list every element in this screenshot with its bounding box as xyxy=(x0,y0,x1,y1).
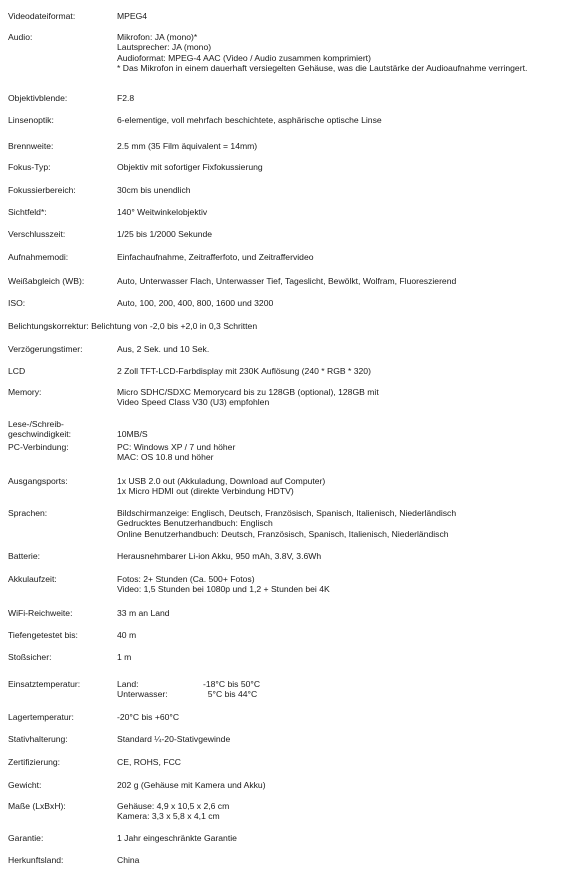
spec-value: F2.8 xyxy=(117,93,135,103)
spec-label: Ausgangsports: xyxy=(8,476,68,486)
spec-label: Gewicht: xyxy=(8,780,42,790)
spec-label: Lagertemperatur: xyxy=(8,712,74,722)
spec-value: Land: -18°C bis 50°C Unterwasser: 5°C bis 44°C xyxy=(117,679,261,700)
spec-label: Batterie: xyxy=(8,551,41,561)
spec-label: Akkulaufzeit: xyxy=(8,574,57,584)
spec-label: WiFi-Reichweite: xyxy=(8,608,73,618)
spec-label: ISO: xyxy=(8,298,26,308)
spec-value: Auto, Unterwasser Flach, Unterwasser Tief, Tageslicht, Bewölkt, Wolfram, Fluoreszierend xyxy=(117,276,457,286)
spec-value: Bildschirmanzeige: Englisch, Deutsch, Französisch, Spanisch, Italienisch, Niederländisch Gedrucktes Benutzerhandbuch: Englisch Online Benutzerhandbuch: Deutsch, Französisch, Spanisch, Italienisch, Niederländisch xyxy=(117,508,457,539)
spec-label: Belichtungskorrektur: Belichtung von -2,0 bis +2,0 in 0,3 Schritten xyxy=(8,321,258,331)
spec-label: Audio: xyxy=(8,32,33,42)
spec-value: 33 m an Land xyxy=(117,608,170,618)
spec-value: 30cm bis unendlich xyxy=(117,185,191,195)
spec-label: Videodateiformat: xyxy=(8,11,76,21)
spec-value: CE, ROHS, FCC xyxy=(117,757,181,767)
spec-label: Objektivblende: xyxy=(8,93,68,103)
spec-value: 6-elementige, voll mehrfach beschichtete, asphärische optische Linse xyxy=(117,115,382,125)
spec-value: 1 m xyxy=(117,652,132,662)
spec-value: Gehäuse: 4,9 x 10,5 x 2,6 cm Kamera: 3,3 x 5,8 x 4,1 cm xyxy=(117,801,230,822)
spec-value: Fotos: 2+ Stunden (Ca. 500+ Fotos) Video: 1,5 Stunden bei 1080p und 1,2 + Stunden bei 4K xyxy=(117,574,330,595)
spec-value: Aus, 2 Sek. und 10 Sek. xyxy=(117,344,210,354)
spec-label: PC-Verbindung: xyxy=(8,442,69,452)
spec-value: MPEG4 xyxy=(117,11,148,21)
spec-label: Fokussierbereich: xyxy=(8,185,76,195)
spec-value: 2 Zoll TFT-LCD-Farbdisplay mit 230K Auflösung (240 * RGB * 320) xyxy=(117,366,371,376)
spec-label: Lese-/Schreib- geschwindigkeit: xyxy=(8,419,72,440)
spec-value: 140° Weitwinkelobjektiv xyxy=(117,207,208,217)
spec-label: Sprachen: xyxy=(8,508,48,518)
spec-label: Linsenoptik: xyxy=(8,115,54,125)
spec-label: Sichtfeld*: xyxy=(8,207,47,217)
spec-label: Stoßsicher: xyxy=(8,652,52,662)
spec-value: 1 Jahr eingeschränkte Garantie xyxy=(117,833,237,843)
spec-value: 10MB/S xyxy=(117,429,148,439)
spec-value: Objektiv mit sofortiger Fixfokussierung xyxy=(117,162,263,172)
spec-value: PC: Windows XP / 7 und höher MAC: OS 10.8 und höher xyxy=(117,442,236,463)
spec-label: Zertifizierung: xyxy=(8,757,61,767)
spec-value: Herausnehmbarer Li-ion Akku, 950 mAh, 3.8V, 3.6Wh xyxy=(117,551,322,561)
spec-value: Micro SDHC/SDXC Memorycard bis zu 128GB (optional), 128GB mit Video Speed Class V30 (U3) empfohlen xyxy=(117,387,379,408)
spec-label: Fokus-Typ: xyxy=(8,162,51,172)
spec-value: 202 g (Gehäuse mit Kamera und Akku) xyxy=(117,780,266,790)
spec-value: China xyxy=(117,855,140,865)
spec-label: Brennweite: xyxy=(8,141,54,151)
spec-label: LCD xyxy=(8,366,26,376)
spec-label: Weißabgleich (WB): xyxy=(8,276,85,286)
spec-label: Maße (LxBxH): xyxy=(8,801,66,811)
spec-value: Standard ¼-20-Stativgewinde xyxy=(117,734,231,744)
spec-label: Verschlusszeit: xyxy=(8,229,66,239)
spec-value: 1x USB 2.0 out (Akkuladung, Download auf Computer) 1x Micro HDMI out (direkte Verbindung HDTV) xyxy=(117,476,326,497)
spec-label: Herkunftsland: xyxy=(8,855,64,865)
spec-label: Aufnahmemodi: xyxy=(8,252,69,262)
spec-label: Memory: xyxy=(8,387,42,397)
spec-value: Auto, 100, 200, 400, 800, 1600 und 3200 xyxy=(117,298,274,308)
spec-value: Einfachaufnahme, Zeitrafferfoto, und Zeitraffervideo xyxy=(117,252,314,262)
spec-label: Garantie: xyxy=(8,833,44,843)
spec-value: -20°C bis +60°C xyxy=(117,712,180,722)
spec-label: Stativhalterung: xyxy=(8,734,68,744)
spec-value: 2.5 mm (35 Film äquivalent = 14mm) xyxy=(117,141,258,151)
spec-label: Verzögerungstimer: xyxy=(8,344,83,354)
spec-label: Einsatztemperatur: xyxy=(8,679,81,689)
spec-value: Mikrofon: JA (mono)* Lautsprecher: JA (mono) Audioformat: MPEG-4 AAC (Video / Audio zusammen komprimiert) * Das Mikrofon in einem dauerhaft versiegelten Gehäuse, was die Lautstärke der Audioaufnahme verringert. xyxy=(117,32,528,74)
spec-value: 40 m xyxy=(117,630,137,640)
spec-value: 1/25 bis 1/2000 Sekunde xyxy=(117,229,213,239)
spec-label: Tiefengetestet bis: xyxy=(8,630,78,640)
